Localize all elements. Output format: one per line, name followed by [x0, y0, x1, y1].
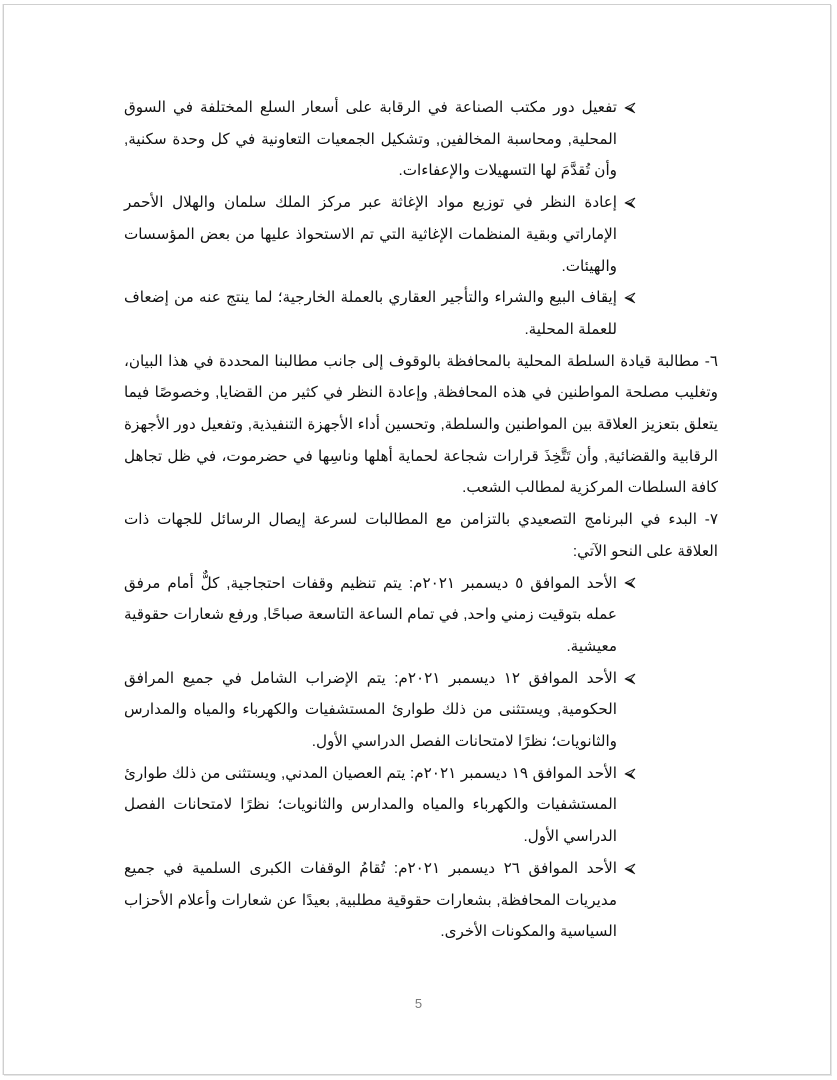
- bullet-text: تفعيل دور مكتب الصناعة في الرقابة على أسعار السلع المختلفة في السوق المحلية, ومحاسبة المخالفين, وتشكيل الجمعيات التعاونية في كل وحدة سكنية, وأن تُقدَّمَ لها التسهيلات والإعفاءات.: [124, 99, 617, 180]
- bullet-list-item: [124, 853, 718, 948]
- page-number: 5: [414, 996, 423, 1011]
- numbered-list-item: [124, 346, 718, 505]
- arrowhead-bullet-icon: [623, 568, 637, 600]
- bullet-text: الأحد الموافق ١٩ ديسمبر ٢٠٢١م: يتم العصيان المدني, ويستثنى من ذلك طوارئ المستشفيات والكهرباء والمياه والمدارس والثانويات؛ نظرًا لامتحانات الفصل الدراسي الأول.: [124, 764, 617, 846]
- bullet-list-item: [124, 282, 718, 345]
- bullet-list-item: [124, 187, 718, 282]
- bullet-text: إيقاف البيع والشراء والتأجير العقاري بالعملة الخارجية؛ لما ينتج عنه من إضعاف للعملة المحلية.: [124, 289, 617, 338]
- arrowhead-bullet-icon: [623, 758, 637, 790]
- bullet-list-item: [124, 568, 718, 663]
- bullet-list-item: [124, 758, 718, 853]
- arrowhead-bullet-icon: [623, 853, 637, 885]
- document-body: [124, 92, 718, 948]
- numbered-paragraph: [124, 346, 718, 505]
- bullet-text: الأحد الموافق ١٢ ديسمبر ٢٠٢١م: يتم الإضراب الشامل في جميع المرافق الحكومية, ويستثنى من ذلك طوارئ المستشفيات والكهرباء والمياه والمدارس والثانويات؛ نظرًا لامتحانات الفصل الدراسي الأول.: [124, 669, 617, 751]
- numbered-paragraph: [124, 504, 718, 567]
- numbered-list-item: [124, 504, 718, 567]
- arrowhead-bullet-icon: [623, 663, 637, 695]
- bullet-list-item: [124, 92, 718, 187]
- arrowhead-bullet-icon: [623, 282, 637, 314]
- bullet-list-item: [124, 663, 718, 758]
- list-number: ٧-: [704, 511, 718, 529]
- bullet-text: الأحد الموافق ٢٦ ديسمبر ٢٠٢١م: تُقامُ الوقفات الكبرى السلمية في جميع مديريات المحافظة, بشعارات حقوقية مطلبية, بعيدًا عن شعارات وأعلام الأحزاب السياسية والمكونات الأخرى.: [124, 859, 617, 941]
- list-number: ٦-: [704, 352, 718, 370]
- numbered-text: مطالبة قيادة السلطة المحلية بالمحافظة بالوقوف إلى جانب مطالبنا المحددة في هذا البيان، وتغليب مصلحة المواطنين في هذه المحافظة, وإعادة النظر في كثير من القضايا, وخصوصًا فيما يتعلق بتعزيز العلاقة بين المواطنين والسلطة, وتحسين أداء الأجهزة التنفيذية, وتفعيل دور الأجهزة الرقابية والقضائية, وأن تَتَّخِذَ قرارات شجاعة لحماية أهلها وناسِها في حضرموت، في ظل تجاهل كافة السلطات المركزية لمطالب الشعب.: [124, 352, 718, 497]
- numbered-text: البدء في البرنامج التصعيدي بالتزامن مع المطالبات لسرعة إيصال الرسائل للجهات ذات العلاقة على النحو الآتي:: [124, 511, 718, 560]
- bullet-text: الأحد الموافق ٥ ديسمبر ٢٠٢١م: يتم تنظيم وقفات احتجاجية, كلٌّ أمام مرفق عمله بتوقيت زمني واحد, في تمام الساعة التاسعة صباحًا, ورفع شعارات حقوقية معيشية.: [124, 574, 617, 655]
- arrowhead-bullet-icon: [623, 92, 637, 124]
- arrowhead-bullet-icon: [623, 187, 637, 219]
- bullet-text: إعادة النظر في توزيع مواد الإغاثة عبر مركز الملك سلمان والهلال الأحمر الإماراتي وبقية المنظمات الإغاثية التي تم الاستحواذ عليها من بعض المؤسسات والهيئات.: [124, 194, 617, 275]
